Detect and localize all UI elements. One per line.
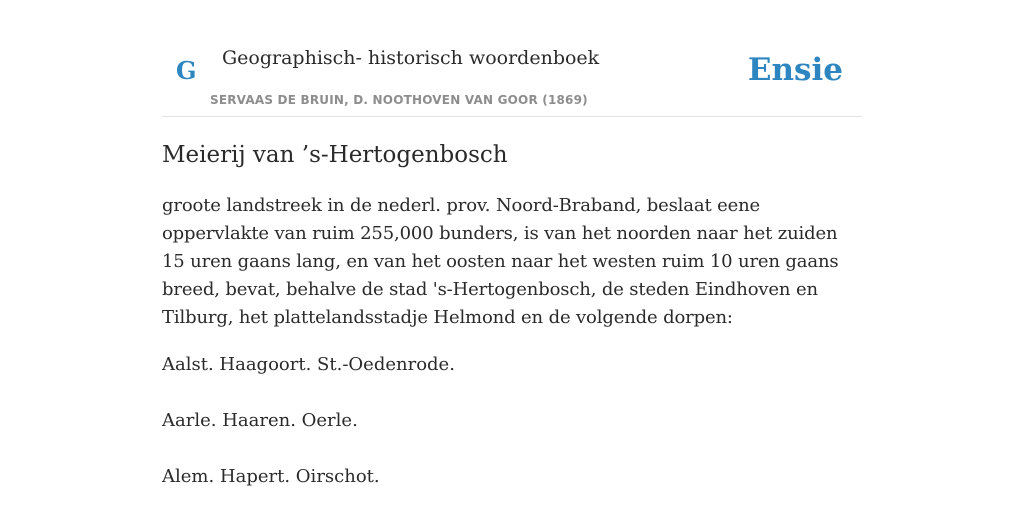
place-list-item: Aarle. Haaren. Oerle. bbox=[162, 410, 358, 431]
place-list-item: Alem. Hapert. Oirschot. bbox=[162, 466, 380, 487]
place-list-item: Aalst. Haagoort. St.-Oedenrode. bbox=[162, 354, 455, 375]
site-header bbox=[162, 0, 862, 117]
book-authors: SERVAAS DE BRUIN, D. NOOTHOVEN VAN GOOR (1869) bbox=[210, 93, 588, 107]
book-letter-badge[interactable]: G bbox=[176, 56, 197, 85]
ensie-logo-link[interactable]: Ensie bbox=[747, 52, 843, 88]
entry-title: Meierij van ’s-Hertogenbosch bbox=[162, 142, 508, 168]
book-title-link[interactable]: Geographisch- historisch woordenboek bbox=[222, 47, 600, 69]
entry-body: groote landstreek in de nederl. prov. Noord-Braband, beslaat eene oppervlakte van ruim 255,000 bunders, is van het noorden naar het zuiden 15 uren gaans lang, en van het oosten naar het westen ruim 10 uren gaans breed, bevat, behalve de stad 's-Hertogenbosch, de steden Eindhoven en Tilburg, het plattelandsstadje Helmond en de volgende dorpen: bbox=[162, 195, 839, 328]
